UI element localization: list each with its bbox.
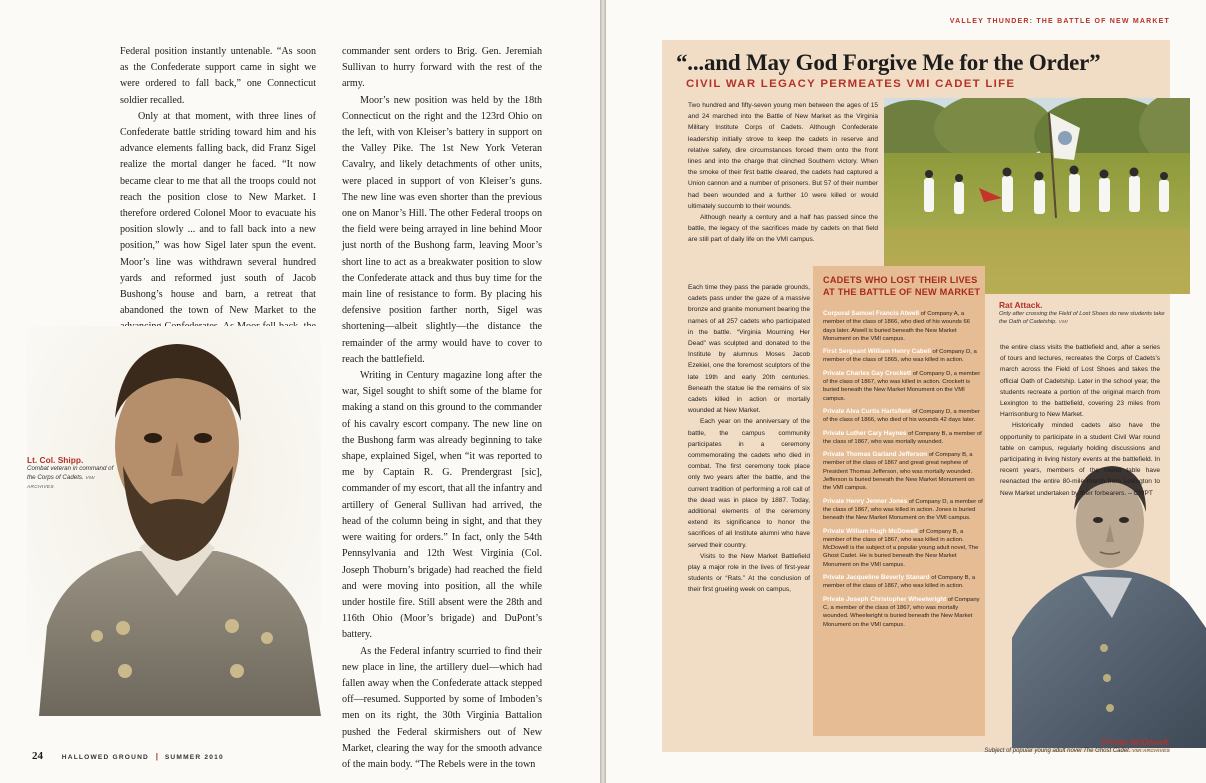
article-subtitle: CIVIL WAR LEGACY PERMEATES VMI CADET LIFE bbox=[686, 78, 1016, 90]
narrow-column bbox=[688, 282, 810, 596]
magazine-name: HALLOWED GROUND bbox=[61, 754, 150, 761]
paragraph: Federal position instantly untenable. “As soon as the Confederate support came in sight we were ordered to fall back,” one Connecticut soldier recalled. bbox=[120, 46, 316, 106]
list-item bbox=[823, 528, 983, 569]
caption-description: Combat veteran in command of the Corps of Cadets. bbox=[27, 465, 114, 481]
paragraph: Each time they pass the parade grounds, cadets pass under the gaze of a massive bronze and granite monument bearing the names of all 257 cadets who participated in the battle. “Virginia Mourning Her Dead” was sculpted and donated to the Institute by alumnus Moses Jacob Ezekiel, one the foremost sculptors of the late 19th and early 20th centuries. Beneath the statue lie the remains of six cadets killed in action or mortally wounded at New Market. bbox=[688, 284, 810, 415]
list-item bbox=[823, 370, 983, 403]
cadet-name: Private Jacqueline Beverly Stanard bbox=[823, 574, 930, 582]
list-item bbox=[823, 310, 983, 343]
paragraph: As the Federal infantry scurried to find their new place in line, the artillery duel—which had fallen away when the Confederate attack stepped off—resumed. Supported by some of Imboden’s men on its right, the 30th Virginia Battalion pushed the Federal skirmishers out of New Market, clearing the way for the smooth advance of the main body. “The Rebels were in the town bbox=[342, 645, 542, 770]
right-column bbox=[1000, 342, 1160, 499]
paragraph: Two hundred and fifty-seven young men between the ages of 15 and 24 marched into the Battle of New Market as the Virginia Military Institute Corps of Cadets. Although Confederate leadership initially strove to keep the cadets in reserve and relative safety, dire circumstances forced them onto the front lines and into the charge that clinched Southern victory. When the smoke of their first battle cleared, the cadets had captured a Union cannon and a number of prisoners. But 57 of their number had been wounded and a further 10 were killed or would ultimately succumb to their wounds. bbox=[688, 102, 878, 210]
caption-name: Private McDowell. bbox=[1101, 738, 1170, 747]
cadets-marching-with-flag-photo bbox=[884, 98, 1190, 294]
body-column-2 bbox=[342, 44, 542, 773]
right-page bbox=[606, 0, 1206, 783]
left-page bbox=[0, 0, 600, 783]
cadet-description: of Company D, a member of the class of 1865, who was killed in action. bbox=[823, 349, 977, 364]
list-item bbox=[823, 348, 983, 365]
issue-date: SUMMER 2010 bbox=[164, 754, 224, 761]
page-footer bbox=[32, 750, 224, 762]
cadet-description: of Company B, a member of the class of 1867, who was killed in action. bbox=[823, 575, 976, 590]
paragraph: Each year on the anniversary of the battle, the campus community participates in a ceremony commemorating the cadets who died in combat. The first ceremony took place only two years after the battle, and the current tradition of performing a roll call of the dead was in place by 1887. Today, additional elements of the ceremony extend its significance to honor the sacrifices of all Institute alumni who have served their country. bbox=[688, 418, 810, 549]
shipp-photo-caption bbox=[27, 455, 119, 493]
cadet-description: of Company B, a member of the class of 1867, who was killed in action. McDowell is the subject of a popular young adult novel, The Ghost Cadet. He is buried beneath the New Market Monument on the VMI campus. bbox=[823, 528, 979, 568]
paragraph: commander sent orders to Brig. Gen. Jeremiah Sullivan to hurry forward with the rest of the army. bbox=[342, 46, 542, 90]
paragraph: the entire class visits the battlefield and, after a series of tours and lectures, recreates the Corps of Cadets’s march across the Field of Lost Shoes and takes the official Oath of Cadetship. Later in the school year, the students recreate a portion of the original march from Lexington to the battlefield, covering 23 miles from Harrisonburg to New Market. bbox=[1000, 344, 1160, 419]
cadet-description: of Company B, a member of the class of 1867 and great great nephew of President Thomas Jefferson, who was mortally wounded. Jefferson is buried beneath the New Market Monument on the VMI campus. bbox=[823, 452, 975, 492]
cadet-name: Private Charles Gay Crockett bbox=[823, 369, 912, 377]
cadet-description: of Company D, a member of the class of 1867, who was killed in action. Jones is buried beneath the New Market Monument on the VMI campus. bbox=[823, 498, 983, 522]
paragraph: Visits to the New Market Battlefield play a major role in the lives of first-year students or “Rats.” At the conclusion of their first grueling week on campus, bbox=[688, 552, 810, 594]
portrait-of-lt-col-shipp bbox=[27, 326, 321, 716]
cadet-description: of Company D, a member of the class of 1866, who died of his wounds 42 days later. bbox=[823, 408, 980, 424]
cadet-name: Corporal Samuel Francis Atwell bbox=[823, 310, 920, 317]
paragraph: Moor’s new position was held by the 18th Connecticut on the right and the 123rd Ohio on the left, with von Kleiser’s battery in support on the Valley Pike. The 1st New York Veteran Cavalry, and likely detachments of other units, were placed in support of von Kleiser’s guns. The new line was even shorter than the previous one on Manor’s Hill. The other Federal troops on the field were being arrayed in line behind Moor just north of the Bushong farm, leaving Moor’s short line to act as a breakwater position to slow the Confederate attack and thus buy time for the main line of resistance to form. By placing his defensive position farther north, Sigel was shortening—albeit slightly—the distance the remainder of the army would have to cover to reach the battlefield. bbox=[342, 94, 542, 365]
running-head: VALLEY THUNDER: THE BATTLE OF NEW MARKET bbox=[949, 18, 1170, 25]
article-title: “...and May God Forgive Me for the Order” bbox=[676, 50, 1101, 75]
mcdowell-photo-caption bbox=[910, 738, 1170, 757]
paragraph: Writing in Century magazine long after the war, Sigel sought to shift some of the blame for making a stand on this ground to the commander of his cavalry escort company. The new line on the Bushong farm was already beginning to take shape, explained Sigel, when “it was reported to me by Captain R. G. Prendergrast [sic], commander of my escort, that all the infantry and artillery of General Sullivan had arrived, the head of the column being in sight, and that they were waiting for orders.” In fact, only the 54th Pennsylvania and 12th West Virginia (Col. Joseph Thoburn’s brigade) had reached the field and were moving into position, all the while under hostile fire. Still absent were the 28th and 116th Ohio (Moor’s brigade) and DuPont’s battery. bbox=[342, 370, 542, 641]
list-item bbox=[823, 430, 983, 447]
cadet-name: Private Alva Curtis Hartsfield bbox=[823, 407, 911, 415]
cadet-description: of Company A, a member of the class of 1866, who died of his wounds 66 days later. Atwell is buried beneath the New Market Monument on the VMI campus. bbox=[823, 311, 971, 342]
cadet-name: First Sergeant William Henry Cabell bbox=[823, 348, 931, 356]
cadet-name: Private Thomas Garland Jefferson bbox=[823, 451, 928, 459]
fallen-cadets-sidebar bbox=[813, 266, 985, 736]
caption-name: Lt. Col. Shipp. bbox=[27, 455, 84, 465]
photo-credit: VMI ARCHIVES bbox=[27, 475, 95, 491]
caption-text bbox=[910, 747, 1170, 757]
cadet-name: Private Joseph Christopher Wheelwright bbox=[823, 595, 947, 603]
list-item bbox=[823, 498, 983, 523]
caption-text bbox=[999, 310, 1169, 327]
cadet-name: Private Henry Jenner Jones bbox=[823, 497, 908, 505]
sidebar-title: CADETS WHO LOST THEIR LIVES AT THE BATTLE OF NEW MARKET bbox=[823, 275, 981, 297]
paragraph: Historically minded cadets also have the opportunity to participate in a student Civil War round table on campus, regularly holding discussions and participating in living history events at the battlefield. In recent years, members of the round table have reenacted the entire 80-mile march from Lexington to New Market undertaken by their forbearers. – CWPT bbox=[1000, 422, 1160, 497]
photo-credit: VMI ARCHIVES bbox=[1132, 749, 1170, 754]
footer-separator: | bbox=[155, 752, 159, 761]
cadet-description: of Company D, a member of the class of 1867, who was killed in action. Crockett is buried beneath the New Market Monument on the VMI campus. bbox=[823, 370, 981, 402]
photo-credit: VMI bbox=[1058, 320, 1069, 325]
cadet-description: of Company B, a member of the class of 1867, who was mortally wounded. bbox=[823, 430, 982, 445]
body-column-1 bbox=[120, 44, 316, 352]
caption-description: Only after crossing the Field of Lost Shoes do new students take the Oath of Cadetship. bbox=[999, 311, 1165, 325]
list-item bbox=[823, 574, 983, 591]
rat-attack-caption bbox=[999, 300, 1169, 327]
paragraph: Only at that moment, with three lines of Confederate battle striding toward him and his advance elements falling back, did Franz Sigel realize the mortal danger he faced. “It now became clear to me that all the troops could not reach the position close to New Market. I therefore ordered Colonel Moor to evacuate his position slowly ... and to fall back into a new position,” was how Sigel later spun the event. Moor’s line was withdrawn several hundred yards and reformed just south of Jacob Bushong’s house and barn, a retreat that abandoned the town of New Market to the bbox=[120, 110, 316, 317]
list-item bbox=[823, 408, 983, 425]
cadet-description: of Company C, a member of the class of 1867, who was mortally wounded. Wheelwright is buried beneath the New Market Monument on the VMI campus. bbox=[823, 596, 980, 628]
caption-description: Subject of popular young adult novel The Ghost Cadet. bbox=[984, 748, 1131, 754]
fallen-cadets-list bbox=[823, 310, 983, 634]
caption-name: Rat Attack. bbox=[999, 300, 1043, 310]
cadet-name: Private William Hugh McDowell bbox=[823, 527, 918, 535]
paragraph: Although nearly a century and a half has passed since the battle, the legacy of the sacrifices made by cadets on that field are still part of daily life on the VMI campus. bbox=[688, 214, 878, 244]
caption-text bbox=[27, 465, 119, 493]
page-number: 24 bbox=[32, 750, 43, 762]
cadet-name: Private Luther Cary Haynes bbox=[823, 429, 907, 437]
list-item bbox=[823, 596, 983, 629]
intro-column bbox=[688, 100, 878, 246]
list-item bbox=[823, 451, 983, 492]
